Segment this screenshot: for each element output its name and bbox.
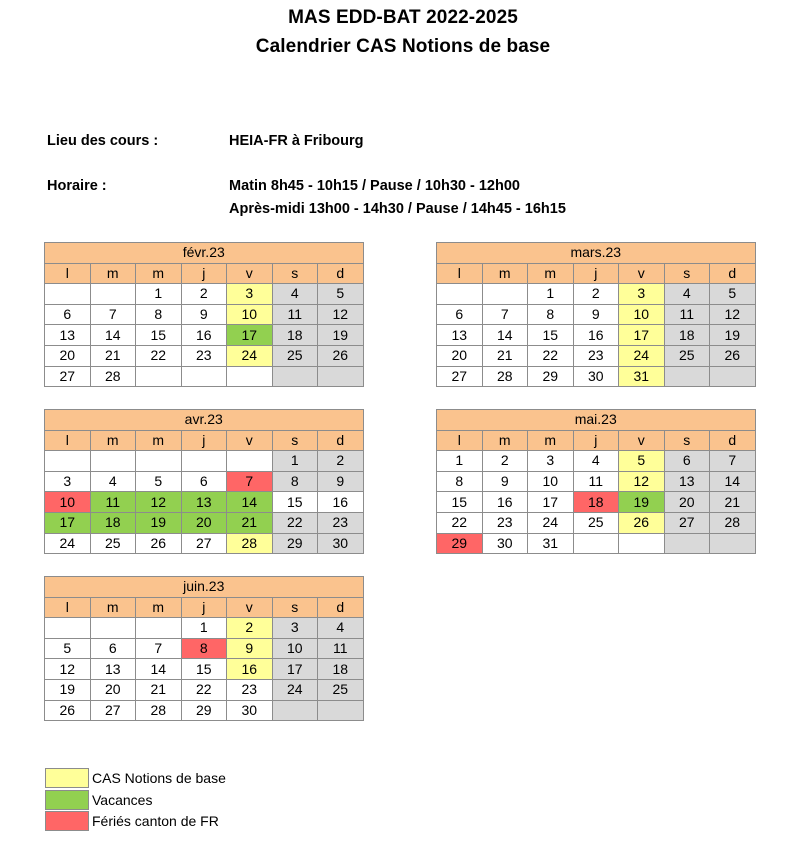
weekday-header: m — [136, 430, 182, 451]
page-subtitle: Calendrier CAS Notions de base — [255, 36, 551, 57]
day-cell: 5 — [318, 284, 364, 305]
day-cell: 24 — [528, 512, 574, 533]
day-cell: 8 — [272, 471, 318, 492]
day-cell — [664, 533, 710, 554]
day-cell: 25 — [573, 512, 619, 533]
day-cell: 29 — [528, 366, 574, 387]
day-cell: 21 — [227, 512, 273, 533]
day-cell — [136, 618, 182, 639]
day-cell: 16 — [227, 659, 273, 680]
day-cell: 19 — [45, 679, 91, 700]
day-cell: 29 — [437, 533, 483, 554]
day-cell: 5 — [45, 638, 91, 659]
day-cell: 1 — [181, 618, 227, 639]
week-row — [437, 492, 756, 513]
day-cell: 1 — [272, 451, 318, 472]
weekday-header: j — [181, 597, 227, 618]
day-cell: 21 — [90, 345, 136, 366]
day-cell: 9 — [227, 638, 273, 659]
weekday-header: m — [482, 430, 528, 451]
day-cell: 19 — [136, 512, 182, 533]
day-cell: 26 — [45, 700, 91, 721]
lieu-value: HEIA-FR à Fribourg — [229, 133, 364, 149]
weekday-header: l — [45, 263, 91, 284]
day-cell — [90, 451, 136, 472]
day-cell: 20 — [90, 679, 136, 700]
day-cell: 20 — [181, 512, 227, 533]
weekday-header: v — [227, 430, 273, 451]
month-name: mai.23 — [437, 410, 756, 431]
day-cell: 13 — [664, 471, 710, 492]
day-cell: 30 — [482, 533, 528, 554]
day-cell — [318, 700, 364, 721]
day-cell: 5 — [619, 451, 665, 472]
weekday-header: v — [619, 430, 665, 451]
day-cell: 8 — [136, 304, 182, 325]
day-cell: 9 — [482, 471, 528, 492]
week-row — [437, 345, 756, 366]
weekday-header: s — [664, 430, 710, 451]
legend-swatch — [45, 790, 89, 810]
week-row — [45, 679, 364, 700]
day-cell: 5 — [710, 284, 756, 305]
day-cell: 26 — [619, 512, 665, 533]
weekday-header: l — [437, 430, 483, 451]
day-cell: 29 — [181, 700, 227, 721]
day-cell: 20 — [437, 345, 483, 366]
week-row — [45, 471, 364, 492]
day-cell: 2 — [227, 618, 273, 639]
weekday-header: l — [45, 430, 91, 451]
horaire-label: Horaire : — [47, 178, 107, 194]
day-cell: 1 — [528, 284, 574, 305]
day-cell: 19 — [619, 492, 665, 513]
legend-label: Vacances — [92, 791, 153, 808]
day-cell: 12 — [45, 659, 91, 680]
legend-label: Fériés canton de FR — [92, 813, 219, 829]
week-row — [45, 284, 364, 305]
weekday-header: m — [136, 597, 182, 618]
day-cell: 15 — [136, 325, 182, 346]
day-cell: 15 — [181, 659, 227, 680]
day-cell — [45, 284, 91, 305]
day-cell: 26 — [710, 345, 756, 366]
day-cell — [136, 451, 182, 472]
day-cell: 6 — [90, 638, 136, 659]
day-cell: 24 — [272, 679, 318, 700]
day-cell: 3 — [528, 451, 574, 472]
day-cell: 18 — [573, 492, 619, 513]
day-cell: 17 — [619, 325, 665, 346]
day-cell: 7 — [136, 638, 182, 659]
day-cell — [90, 618, 136, 639]
day-cell — [664, 366, 710, 387]
day-cell: 25 — [664, 345, 710, 366]
week-row — [45, 345, 364, 366]
day-cell: 7 — [482, 304, 528, 325]
day-cell: 1 — [437, 451, 483, 472]
day-cell: 6 — [45, 304, 91, 325]
day-cell: 22 — [528, 345, 574, 366]
day-cell: 12 — [619, 471, 665, 492]
day-cell: 23 — [181, 345, 227, 366]
week-row — [437, 284, 756, 305]
day-cell: 2 — [318, 451, 364, 472]
weekday-header: m — [482, 263, 528, 284]
weekday-header: s — [664, 263, 710, 284]
day-cell: 4 — [272, 284, 318, 305]
day-cell: 14 — [482, 325, 528, 346]
day-cell — [482, 284, 528, 305]
day-cell — [45, 618, 91, 639]
day-cell — [45, 451, 91, 472]
day-cell: 25 — [272, 345, 318, 366]
day-cell — [710, 366, 756, 387]
week-row — [45, 533, 364, 554]
day-cell: 16 — [573, 325, 619, 346]
day-cell: 27 — [45, 366, 91, 387]
week-row — [45, 700, 364, 721]
week-row — [45, 451, 364, 472]
day-cell: 16 — [318, 492, 364, 513]
day-cell: 21 — [136, 679, 182, 700]
day-cell: 30 — [227, 700, 273, 721]
day-cell: 6 — [181, 471, 227, 492]
day-cell: 21 — [710, 492, 756, 513]
day-cell: 23 — [227, 679, 273, 700]
weekday-header: d — [318, 263, 364, 284]
calendar-month-mar — [436, 242, 756, 387]
weekday-header: j — [181, 263, 227, 284]
weekday-header: m — [136, 263, 182, 284]
calendar-month-jun — [44, 576, 364, 721]
weekday-header: j — [181, 430, 227, 451]
weekday-header: s — [272, 430, 318, 451]
day-cell — [710, 533, 756, 554]
day-cell: 16 — [181, 325, 227, 346]
day-cell: 19 — [318, 325, 364, 346]
day-cell: 17 — [528, 492, 574, 513]
day-cell: 7 — [227, 471, 273, 492]
weekday-header: v — [619, 263, 665, 284]
week-row — [45, 618, 364, 639]
day-cell: 16 — [482, 492, 528, 513]
day-cell: 14 — [136, 659, 182, 680]
day-cell: 23 — [573, 345, 619, 366]
week-row — [45, 512, 364, 533]
day-cell — [619, 533, 665, 554]
day-cell — [227, 451, 273, 472]
weekday-header: d — [318, 430, 364, 451]
day-cell: 24 — [619, 345, 665, 366]
weekday-header: v — [227, 597, 273, 618]
day-cell: 10 — [619, 304, 665, 325]
day-cell: 12 — [710, 304, 756, 325]
day-cell: 26 — [136, 533, 182, 554]
day-cell: 22 — [437, 512, 483, 533]
day-cell: 6 — [437, 304, 483, 325]
weekday-header: m — [90, 263, 136, 284]
day-cell — [272, 366, 318, 387]
day-cell: 25 — [318, 679, 364, 700]
day-cell: 15 — [437, 492, 483, 513]
day-cell: 17 — [227, 325, 273, 346]
day-cell: 17 — [45, 512, 91, 533]
day-cell: 17 — [272, 659, 318, 680]
day-cell: 6 — [664, 451, 710, 472]
week-row — [437, 512, 756, 533]
day-cell — [318, 366, 364, 387]
week-row — [437, 471, 756, 492]
day-cell: 13 — [181, 492, 227, 513]
weekday-header: m — [90, 597, 136, 618]
day-cell: 3 — [619, 284, 665, 305]
day-cell: 20 — [45, 345, 91, 366]
calendar-month-apr — [44, 409, 364, 554]
month-name: févr.23 — [45, 243, 364, 264]
day-cell: 12 — [318, 304, 364, 325]
weekday-header: s — [272, 597, 318, 618]
day-cell: 2 — [482, 451, 528, 472]
day-cell: 18 — [664, 325, 710, 346]
day-cell: 8 — [437, 471, 483, 492]
day-cell: 28 — [227, 533, 273, 554]
day-cell: 28 — [710, 512, 756, 533]
month-name: juin.23 — [45, 577, 364, 598]
week-row — [437, 304, 756, 325]
day-cell: 22 — [272, 512, 318, 533]
month-name: mars.23 — [437, 243, 756, 264]
day-cell: 31 — [528, 533, 574, 554]
day-cell: 27 — [181, 533, 227, 554]
weekday-header: d — [710, 430, 756, 451]
day-cell: 30 — [318, 533, 364, 554]
day-cell: 31 — [619, 366, 665, 387]
day-cell: 13 — [437, 325, 483, 346]
day-cell: 11 — [664, 304, 710, 325]
day-cell: 9 — [181, 304, 227, 325]
day-cell: 22 — [181, 679, 227, 700]
day-cell: 8 — [181, 638, 227, 659]
day-cell: 27 — [90, 700, 136, 721]
day-cell: 4 — [573, 451, 619, 472]
day-cell: 10 — [528, 471, 574, 492]
day-cell: 11 — [90, 492, 136, 513]
day-cell: 14 — [90, 325, 136, 346]
horaire-morning: Matin 8h45 - 10h15 / Pause / 10h30 - 12h00 — [229, 178, 520, 194]
day-cell: 15 — [272, 492, 318, 513]
day-cell: 5 — [136, 471, 182, 492]
day-cell: 1 — [136, 284, 182, 305]
day-cell: 10 — [45, 492, 91, 513]
day-cell: 9 — [573, 304, 619, 325]
week-row — [45, 366, 364, 387]
weekday-header: s — [272, 263, 318, 284]
day-cell: 13 — [45, 325, 91, 346]
day-cell: 3 — [272, 618, 318, 639]
week-row — [437, 533, 756, 554]
day-cell — [181, 366, 227, 387]
weekday-header: d — [710, 263, 756, 284]
day-cell — [136, 366, 182, 387]
day-cell — [437, 284, 483, 305]
week-row — [437, 366, 756, 387]
page-title: MAS EDD-BAT 2022-2025 — [288, 7, 518, 28]
day-cell: 18 — [318, 659, 364, 680]
calendar-month-may — [436, 409, 756, 554]
day-cell — [227, 366, 273, 387]
day-cell: 15 — [528, 325, 574, 346]
day-cell: 20 — [664, 492, 710, 513]
weekday-header: v — [227, 263, 273, 284]
weekday-header: j — [573, 430, 619, 451]
day-cell: 28 — [136, 700, 182, 721]
week-row — [45, 304, 364, 325]
week-row — [45, 492, 364, 513]
day-cell: 21 — [482, 345, 528, 366]
weekday-header: d — [318, 597, 364, 618]
day-cell: 9 — [318, 471, 364, 492]
day-cell: 11 — [272, 304, 318, 325]
day-cell: 18 — [90, 512, 136, 533]
day-cell: 30 — [573, 366, 619, 387]
day-cell: 24 — [45, 533, 91, 554]
day-cell: 19 — [710, 325, 756, 346]
day-cell: 13 — [90, 659, 136, 680]
weekday-header: m — [90, 430, 136, 451]
day-cell — [573, 533, 619, 554]
day-cell: 23 — [482, 512, 528, 533]
day-cell: 14 — [710, 471, 756, 492]
day-cell: 25 — [90, 533, 136, 554]
day-cell: 22 — [136, 345, 182, 366]
legend-swatch — [45, 811, 89, 831]
weekday-header: l — [437, 263, 483, 284]
week-row — [45, 638, 364, 659]
day-cell: 7 — [90, 304, 136, 325]
day-cell: 29 — [272, 533, 318, 554]
weekday-header: j — [573, 263, 619, 284]
day-cell: 4 — [90, 471, 136, 492]
day-cell: 27 — [664, 512, 710, 533]
weekday-header: m — [528, 430, 574, 451]
legend-swatch — [45, 768, 89, 788]
day-cell: 27 — [437, 366, 483, 387]
horaire-afternoon: Après-midi 13h00 - 14h30 / Pause / 14h45 - 16h15 — [229, 201, 566, 217]
month-name: avr.23 — [45, 410, 364, 431]
week-row — [437, 451, 756, 472]
day-cell — [181, 451, 227, 472]
day-cell: 23 — [318, 512, 364, 533]
day-cell: 11 — [573, 471, 619, 492]
weekday-header: m — [528, 263, 574, 284]
day-cell: 8 — [528, 304, 574, 325]
lieu-label: Lieu des cours : — [47, 133, 159, 149]
day-cell: 10 — [227, 304, 273, 325]
day-cell: 2 — [181, 284, 227, 305]
day-cell: 11 — [318, 638, 364, 659]
day-cell: 28 — [90, 366, 136, 387]
day-cell: 28 — [482, 366, 528, 387]
weekday-header: l — [45, 597, 91, 618]
day-cell: 12 — [136, 492, 182, 513]
day-cell: 4 — [318, 618, 364, 639]
day-cell: 3 — [227, 284, 273, 305]
day-cell: 24 — [227, 345, 273, 366]
day-cell: 18 — [272, 325, 318, 346]
day-cell: 4 — [664, 284, 710, 305]
day-cell — [90, 284, 136, 305]
week-row — [437, 325, 756, 346]
week-row — [45, 325, 364, 346]
day-cell: 10 — [272, 638, 318, 659]
calendar-month-feb — [44, 242, 364, 387]
day-cell: 14 — [227, 492, 273, 513]
day-cell: 7 — [710, 451, 756, 472]
legend-label: CAS Notions de base — [92, 770, 226, 786]
day-cell: 2 — [573, 284, 619, 305]
day-cell: 26 — [318, 345, 364, 366]
day-cell — [272, 700, 318, 721]
week-row — [45, 659, 364, 680]
day-cell: 3 — [45, 471, 91, 492]
